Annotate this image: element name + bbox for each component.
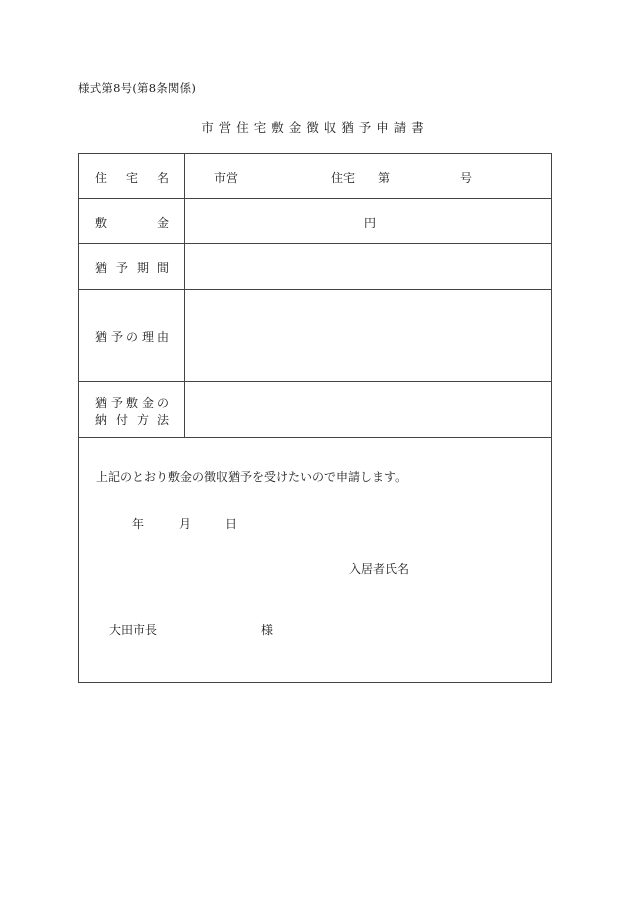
label-payment-method — [79, 382, 185, 437]
form-number: 様式第8号(第8条関係) — [78, 81, 197, 95]
label-char: 敷 — [126, 396, 139, 410]
label-deferral-reason — [79, 290, 185, 381]
label-char: 猶 — [95, 396, 108, 410]
label-deposit — [79, 199, 185, 243]
label-char: 予 — [111, 330, 124, 344]
housing-text: 住宅 — [331, 171, 356, 185]
label-char: 予 — [116, 261, 129, 275]
label-char: 宅 — [126, 171, 139, 185]
label-char: 金 — [142, 396, 155, 410]
label-char: 理 — [142, 330, 155, 344]
label-char: 予 — [111, 396, 124, 410]
date-year: 年 — [132, 517, 145, 531]
row-deposit — [79, 199, 551, 244]
addressee-text: 大田市長 — [109, 623, 158, 637]
label-char: 方 — [137, 413, 150, 427]
label-char: 間 — [157, 261, 170, 275]
label-char: 猶 — [95, 261, 108, 275]
label-char: 名 — [157, 171, 170, 185]
honorific-text: 様 — [261, 623, 274, 637]
statement-text: 上記のとおり敷金の徴収猶予を受けたいので申請します。 — [96, 470, 408, 484]
label-char: の — [157, 396, 170, 410]
city-text: 市営 — [214, 171, 239, 185]
row-payment-method — [79, 382, 551, 438]
label-char: 納 — [95, 413, 108, 427]
label-char: 敷 — [95, 216, 108, 230]
applicant-name-label: 入居者氏名 — [349, 562, 410, 576]
row-deferral-period — [79, 244, 551, 290]
date-day: 日 — [225, 517, 238, 531]
label-char: 法 — [157, 413, 170, 427]
label-housing-name — [79, 154, 185, 198]
date-month: 月 — [179, 517, 192, 531]
page-title: 市営住宅敷金徴収猶予申請書 — [201, 120, 429, 135]
label-char: 由 — [157, 330, 170, 344]
label-char: 期 — [137, 261, 150, 275]
label-char: 付 — [116, 413, 129, 427]
label-char: 金 — [157, 216, 170, 230]
row-deferral-reason — [79, 290, 551, 382]
dai-text: 第 — [378, 171, 391, 185]
label-char: の — [126, 330, 139, 344]
application-form — [78, 153, 552, 683]
go-text: 号 — [460, 171, 473, 185]
label-char: 住 — [95, 171, 108, 185]
yen-text: 円 — [364, 216, 377, 230]
label-deferral-period — [79, 244, 185, 289]
row-housing-name — [79, 154, 551, 199]
label-char: 猶 — [95, 330, 108, 344]
